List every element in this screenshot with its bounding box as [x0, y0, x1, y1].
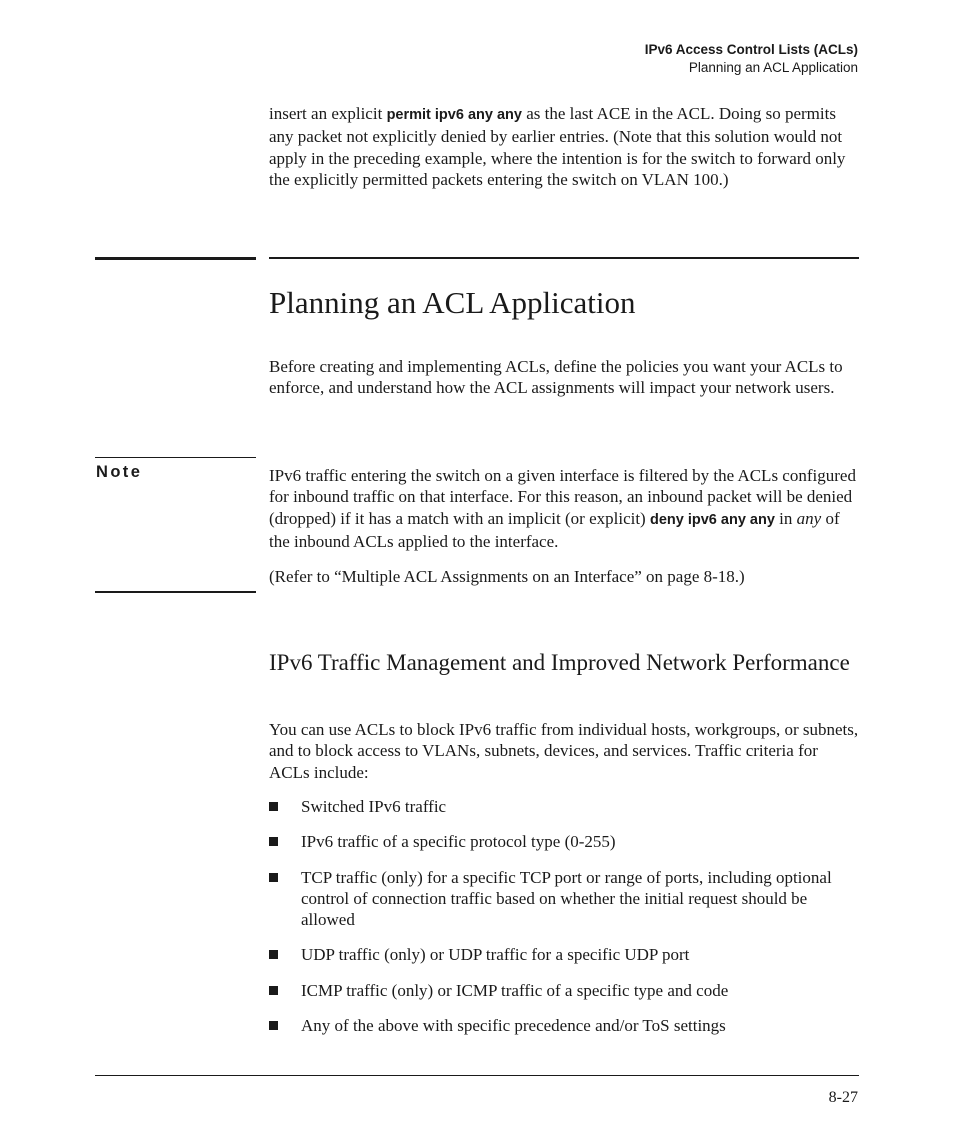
note-paragraph	[269, 465, 859, 552]
subsection-title: IPv6 Traffic Management and Improved Network Performance	[269, 650, 850, 675]
list-item-text: ICMP traffic (only) or ICMP traffic of a specific type and code	[301, 980, 729, 1000]
list-item-text: Switched IPv6 traffic	[301, 797, 447, 816]
note-top-rule	[95, 457, 256, 458]
square-bullet-icon	[269, 802, 278, 811]
square-bullet-icon	[269, 873, 278, 882]
list-item-text: UDP traffic (only) or UDP traffic for a specific UDP port	[301, 945, 690, 965]
square-bullet-icon	[269, 837, 278, 846]
square-bullet-icon	[269, 1021, 278, 1030]
list-item	[269, 1015, 859, 1036]
note-text-pre: IPv6 traffic entering the switch on a given interface is filtered by the ACLs configured for inbound traffic on that interface. For this reason, an inbound packet will be denied (dropped) if it has a match with an implicit (or explicit)	[269, 466, 856, 528]
left-section-rule	[95, 257, 256, 260]
list-item	[269, 867, 859, 931]
criteria-list	[269, 796, 859, 1050]
intro-text-pre: insert an explicit	[269, 104, 387, 123]
section-rule	[269, 257, 859, 259]
intro-paragraph	[269, 103, 859, 190]
header-chapter: IPv6 Access Control Lists (ACLs)	[644, 42, 858, 57]
note-text-post: of the inbound ACLs applied to the interface.	[269, 508, 840, 551]
footer-rule	[95, 1075, 859, 1076]
square-bullet-icon	[269, 950, 278, 959]
running-header	[645, 41, 858, 77]
header-section: Planning an ACL Application	[688, 60, 858, 75]
note-emphasis: any	[796, 508, 822, 528]
note-bottom-rule	[95, 591, 256, 593]
list-item	[269, 980, 859, 1001]
section-title: Planning an ACL Application	[269, 285, 636, 320]
note-reference: (Refer to “Multiple ACL Assignments on an Interface” on page 8-18.)	[269, 567, 745, 586]
list-item	[269, 796, 859, 817]
intro-text-post: as the last ACE in the ACL. Doing so permits any packet not explicitly denied by earlier entries. (Note that this solution would not apply in the preceding example, where the intention is for the switch to forward only the explicitly permitted packets entering the switch on VLAN 100.)	[269, 104, 846, 189]
note-text-mid: in	[774, 508, 797, 528]
list-item-text: TCP traffic (only) for a specific TCP port or range of ports, including optional control of connection traffic based on whether the initial request should be allowed	[301, 867, 832, 930]
intro-command: permit ipv6 any any	[386, 107, 522, 123]
square-bullet-icon	[269, 986, 278, 995]
note-command: deny ipv6 any any	[649, 511, 775, 528]
list-item-text: Any of the above with specific precedence and/or ToS settings	[301, 1016, 726, 1036]
page-number: 8-27	[828, 1089, 858, 1106]
section-paragraph: Before creating and implementing ACLs, define the policies you want your ACLs to enforce, and understand how the ACL assignments will impact your network users.	[269, 357, 843, 398]
note-label: Note	[96, 463, 143, 481]
list-item	[269, 831, 859, 852]
list-item	[269, 944, 859, 965]
list-item-text: IPv6 traffic of a specific protocol type (0-255)	[301, 832, 616, 852]
subsection-paragraph: You can use ACLs to block IPv6 traffic from individual hosts, workgroups, or subnets, and to block access to VLANs, subnets, devices, and services. Traffic criteria for ACLs include:	[269, 720, 859, 782]
